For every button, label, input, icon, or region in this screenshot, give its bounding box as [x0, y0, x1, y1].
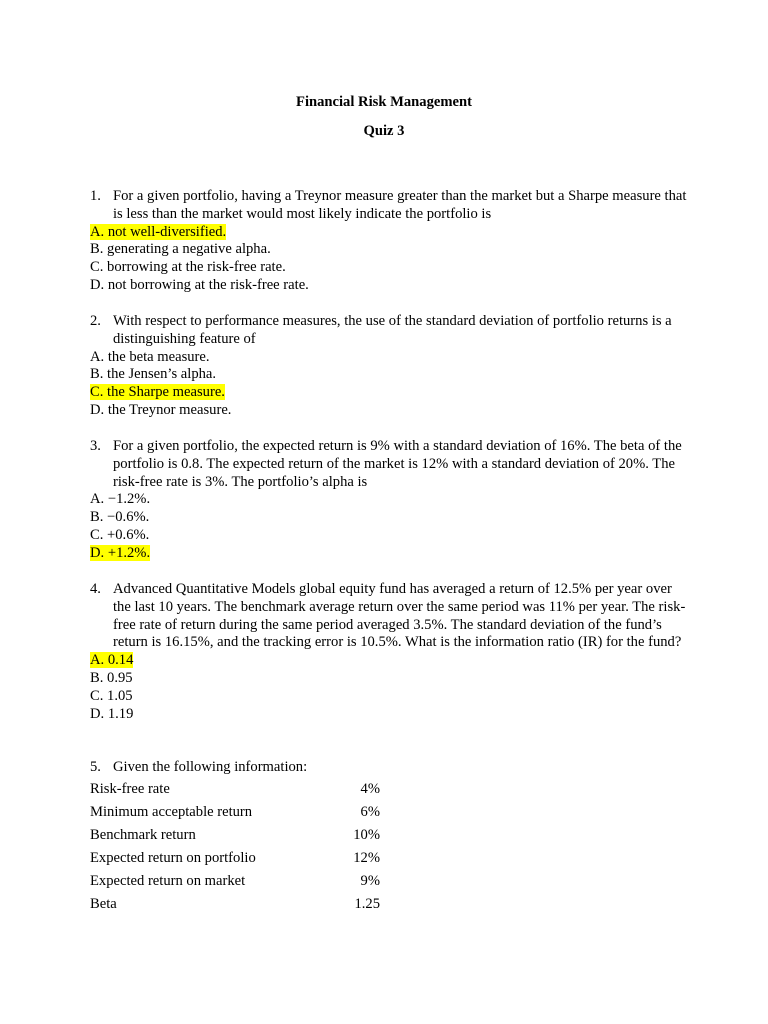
row-value: 4% — [360, 781, 380, 797]
highlighted-answer: A. not well-diversified. — [90, 223, 227, 240]
answer-option-c: C. borrowing at the risk-free rate. — [90, 259, 286, 276]
row-label: Risk-free rate — [90, 781, 170, 797]
answer-option-b: B. generating a negative alpha. — [90, 241, 271, 258]
question-number: 5. — [90, 759, 101, 775]
highlighted-answer: C. the Sharpe measure. — [90, 384, 225, 401]
answer-option-b: B. the Jensen’s alpha. — [90, 366, 217, 383]
row-value: 12% — [353, 850, 380, 867]
question-number: 3. — [90, 438, 101, 454]
question-number: 2. — [90, 313, 101, 329]
table-row — [90, 896, 380, 919]
row-label: Minimum acceptable return — [90, 804, 253, 821]
question-1 — [90, 188, 690, 295]
table-row — [90, 873, 380, 896]
answer-option-d: D. 1.19 — [90, 705, 134, 722]
answer-option-b: B. 0.95 — [90, 669, 133, 686]
question-text: Given the following information: — [113, 759, 308, 775]
question-stem — [90, 581, 690, 652]
info-table — [90, 781, 380, 920]
question-2 — [90, 313, 690, 420]
row-value: 1.25 — [354, 896, 380, 913]
answer-option-c: C. 1.05 — [90, 687, 133, 704]
row-label: Benchmark return — [90, 827, 196, 844]
row-value: 10% — [353, 827, 380, 844]
table-row — [90, 827, 380, 850]
highlighted-answer: D. +1.2%. — [90, 544, 151, 561]
question-5 — [90, 759, 690, 777]
answer-option-d: D. the Treynor measure. — [90, 401, 232, 418]
question-stem — [90, 313, 690, 349]
answer-option-d — [90, 545, 690, 563]
question-number: 4. — [90, 581, 101, 597]
question-stem — [90, 188, 690, 224]
document-subtitle: Quiz 3 — [363, 123, 405, 139]
row-label: Beta — [90, 896, 117, 913]
question-stem — [90, 759, 690, 777]
question-text: Advanced Quantitative Models global equity fund has averaged a return of 12.5% per year over the last 10 years. The benchmark average return over the same period was 11% per year. The risk-free rate of return during the same period averaged 3.5%. The standard deviation of the fund’s return is 16.15%, and the tracking error is 10.5%. What is the information ratio (IR) for the fund? — [113, 581, 686, 651]
table-row — [90, 850, 380, 873]
highlighted-answer: A. 0.14 — [90, 652, 134, 669]
question-text: With respect to performance measures, the use of the standard deviation of portfolio returns is a distinguishing feature of — [113, 313, 672, 347]
answer-option-c: C. +0.6%. — [90, 526, 150, 543]
answer-option-d: D. not borrowing at the risk-free rate. — [90, 276, 309, 293]
answer-option-a — [90, 652, 690, 670]
table-row — [90, 781, 380, 804]
answer-option-a: A. −1.2%. — [90, 491, 151, 508]
question-number: 1. — [90, 188, 101, 204]
answer-option-a: A. the beta measure. — [90, 348, 210, 365]
table-row — [90, 804, 380, 827]
answer-option-c — [90, 384, 690, 402]
question-stem — [90, 438, 690, 491]
row-value: 6% — [360, 804, 380, 821]
question-3 — [90, 438, 690, 563]
question-text: For a given portfolio, having a Treynor measure greater than the market but a Sharpe measure that is less than the market would most likely indicate the portfolio is — [113, 188, 687, 222]
answer-option-b: B. −0.6%. — [90, 509, 150, 526]
row-label: Expected return on market — [90, 873, 246, 890]
row-label: Expected return on portfolio — [90, 850, 256, 867]
answer-option-a — [90, 224, 690, 242]
question-text: For a given portfolio, the expected return is 9% with a standard deviation of 16%. The beta of the portfolio is 0.8. The expected return of the market is 12% with a standard deviation of 20%. The risk-free rate is 3%. The portfolio’s alpha is — [113, 438, 682, 490]
question-4 — [90, 581, 690, 723]
row-value: 9% — [360, 873, 380, 890]
document-title: Financial Risk Management — [296, 94, 472, 110]
